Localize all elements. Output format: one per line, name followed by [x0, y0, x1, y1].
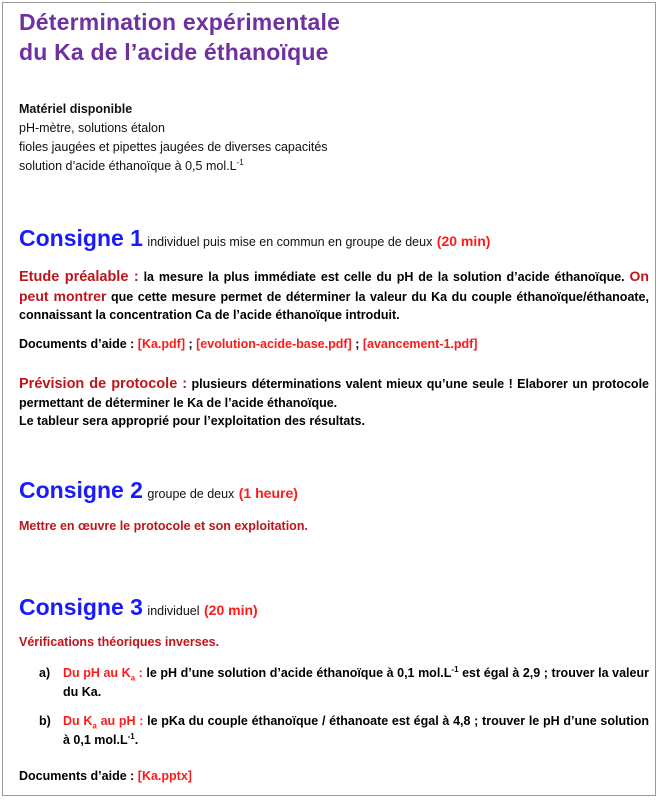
question-a — [39, 664, 649, 702]
prevision-line-2: Le tableur sera approprié pour l’exploitation des résultats. — [19, 414, 365, 428]
question-a-sup: -1 — [451, 664, 459, 674]
consigne-3-label: Consigne 3 — [19, 594, 143, 620]
doc-link-ka-pdf[interactable]: [Ka.pdf] — [137, 337, 185, 351]
question-b-red-pre: Du K — [63, 714, 93, 728]
question-a-red-post: : — [135, 666, 143, 680]
etude-red: On peut montrer — [19, 268, 649, 304]
consigne-1-header — [19, 225, 490, 252]
consigne-2-header — [19, 477, 298, 504]
question-b-sup: -1 — [127, 731, 135, 741]
doc-link-evolution[interactable]: [evolution-acide-base.pdf] — [196, 337, 352, 351]
etude-text-2: que cette mesure permet de déterminer la valeur du Ka du couple éthanoïque/éthanoate, connaissant la concentration Ca de l’acide éthanoïque introduit. — [19, 289, 649, 322]
question-a-label: a) — [39, 666, 51, 680]
consigne-1-duration: (20 min) — [436, 233, 491, 249]
consigne-3-docs-label: Documents d’aide : — [19, 769, 135, 783]
doc-sep-1: ; — [188, 337, 193, 351]
question-b-text-2: . — [134, 733, 139, 747]
consigne-3-mode: individuel — [147, 604, 200, 618]
question-a-text-1: le pH d’une solution d’acide éthanoïque à 0,1 mol.L — [146, 666, 452, 680]
question-b-label: b) — [39, 714, 51, 728]
consigne-2-duration: (1 heure) — [238, 485, 298, 501]
title-line-1: Détermination expérimentale — [19, 9, 341, 35]
prevision-text: plusieurs déterminations valent mieux qu’une seule ! Elaborer un protocole permettant de déterminer le Ka de l’acide éthanoïque. — [19, 377, 649, 410]
prevision-lead: Prévision de protocole : — [19, 376, 188, 392]
title-line-2: du Ka de l’acide éthanoïque — [19, 39, 329, 65]
materiel-line-1: pH-mètre, solutions étalon — [19, 121, 165, 135]
materiel-line-3 — [19, 159, 244, 173]
question-b-red-post: au pH : — [96, 714, 144, 728]
doc-link-ka-pptx[interactable]: [Ka.pptx] — [137, 769, 192, 783]
consigne-1-mode: individuel puis mise en commun en groupe de deux — [147, 235, 433, 249]
etude-lead: Etude préalable : — [19, 269, 139, 285]
question-a-red-sub: a — [130, 673, 136, 683]
question-b-text-1: le pKa du couple éthanoïque / éthanoate est égal à 4,8 ; trouver le pH d’une solution à 0,1 mol.L — [63, 714, 649, 747]
materiel-line-3-text: solution d’acide éthanoïque à 0,5 mol.L — [19, 159, 237, 173]
document-page — [2, 2, 656, 796]
prevision-protocole — [19, 375, 649, 431]
materiel-heading: Matériel disponible — [19, 102, 133, 116]
consigne-1-label: Consigne 1 — [19, 225, 143, 251]
doc-sep-2: ; — [355, 337, 360, 351]
materiel-line-2: fioles jaugées et pipettes jaugées de diverses capacités — [19, 140, 328, 154]
etude-text: la mesure la plus immédiate est celle du pH de la solution d’acide éthanoïque. — [143, 270, 625, 284]
question-b — [39, 712, 649, 750]
consigne-3-docs — [19, 769, 192, 783]
consigne-1-docs — [19, 337, 477, 351]
question-a-text-2: est égal à 2,9 ; trouver la valeur du Ka. — [63, 666, 649, 699]
verifications-heading: Vérifications théoriques inverses. — [19, 635, 220, 649]
consigne-2-label: Consigne 2 — [19, 477, 143, 503]
consigne-3-duration: (20 min) — [204, 602, 258, 618]
docs-label: Documents d’aide : — [19, 337, 135, 351]
materiel-line-3-sup: -1 — [236, 157, 244, 167]
consigne-3-header — [19, 594, 258, 621]
question-b-red-sub: a — [92, 721, 97, 731]
etude-prealable — [19, 267, 649, 325]
consigne-2-mode: groupe de deux — [147, 487, 235, 501]
consigne-2-task: Mettre en œuvre le protocole et son exploitation. — [19, 519, 308, 533]
question-a-red-pre: Du pH au K — [63, 666, 131, 680]
doc-link-avancement[interactable]: [avancement-1.pdf] — [362, 337, 478, 351]
